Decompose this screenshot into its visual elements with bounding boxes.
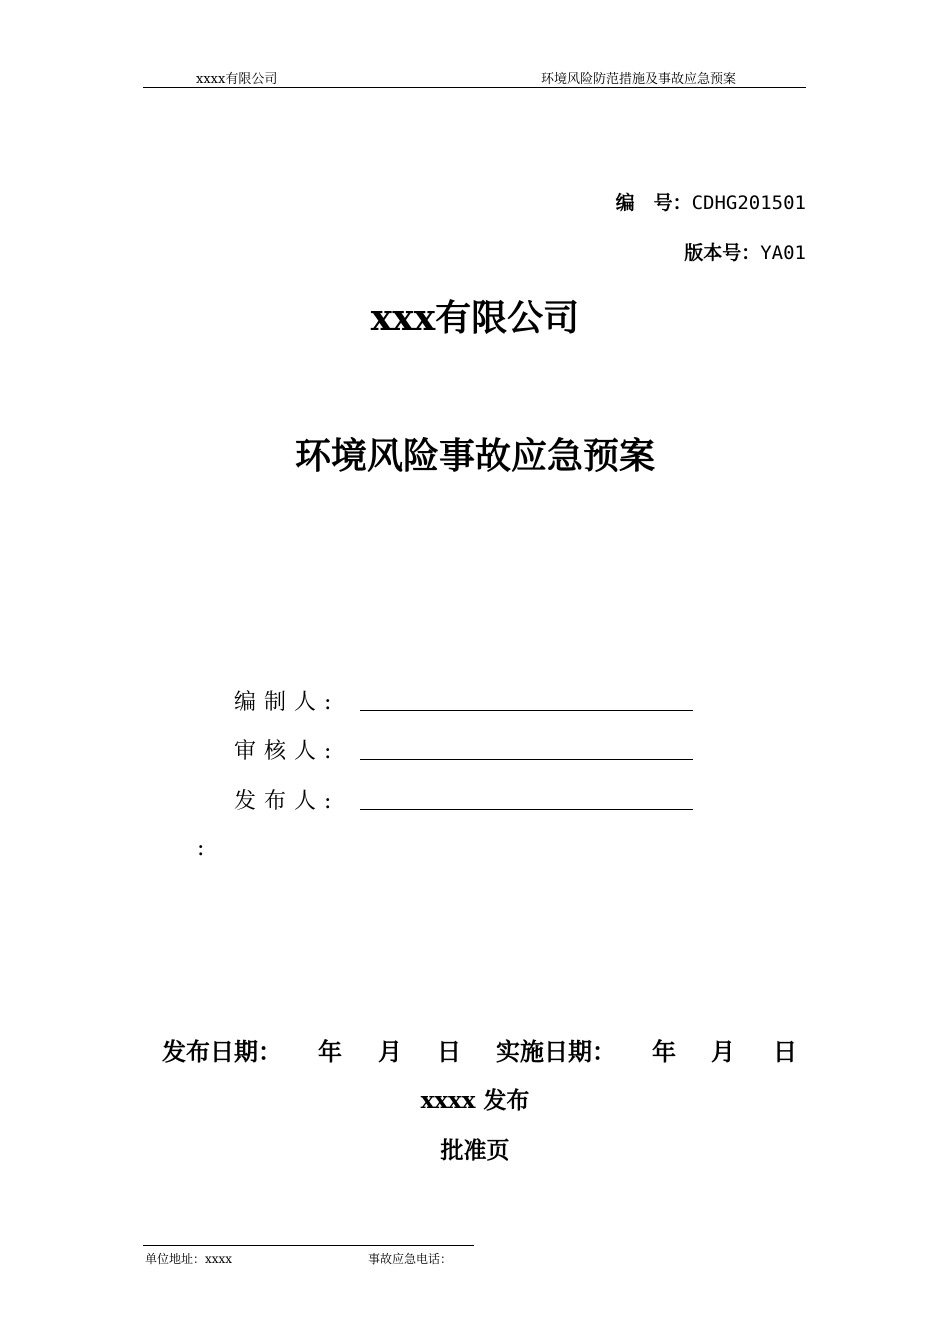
stray-colon: :: [197, 836, 205, 861]
issuer-signature-line: [360, 809, 693, 810]
header-company: xxxx有限公司: [196, 72, 278, 87]
reviewer-label: 审核人:: [234, 739, 340, 764]
footer-address: 单位地址：xxxx: [145, 1252, 233, 1266]
publish-date-year: 年: [318, 1037, 342, 1066]
footer-rule: [143, 1245, 474, 1246]
compiler-label: 编制人:: [234, 690, 340, 715]
document-number: [616, 188, 806, 215]
document-title: 环境风险事故应急预案: [294, 435, 655, 477]
document-version: [684, 238, 806, 265]
implement-date-month: 月: [711, 1037, 735, 1066]
publish-date-month: 月: [378, 1037, 402, 1066]
publisher-line: xxxx 发布: [420, 1087, 530, 1114]
company-name: xxx有限公司: [370, 297, 580, 339]
document-number-value: CDHG201501: [691, 192, 806, 214]
publish-date-day: 日: [437, 1037, 461, 1066]
document-number-label: 编 号：: [615, 192, 692, 214]
approval-page-heading: 批准页: [440, 1137, 510, 1164]
implement-date-day: 日: [773, 1037, 797, 1066]
publish-date-label: 发布日期：: [162, 1037, 282, 1066]
issuer-label: 发布人:: [234, 789, 340, 814]
header-rule: [143, 87, 806, 88]
reviewer-signature-line: [360, 759, 693, 760]
footer-emergency-phone: 事故应急电话：: [368, 1252, 453, 1266]
compiler-signature-line: [360, 710, 693, 711]
implement-date-year: 年: [652, 1037, 676, 1066]
implement-date-label: 实施日期：: [496, 1037, 616, 1066]
header-document-title: 环境风险防范措施及事故应急预案: [541, 72, 737, 87]
document-version-label: 版本号：: [684, 242, 761, 264]
document-version-value: YA01: [760, 242, 806, 264]
